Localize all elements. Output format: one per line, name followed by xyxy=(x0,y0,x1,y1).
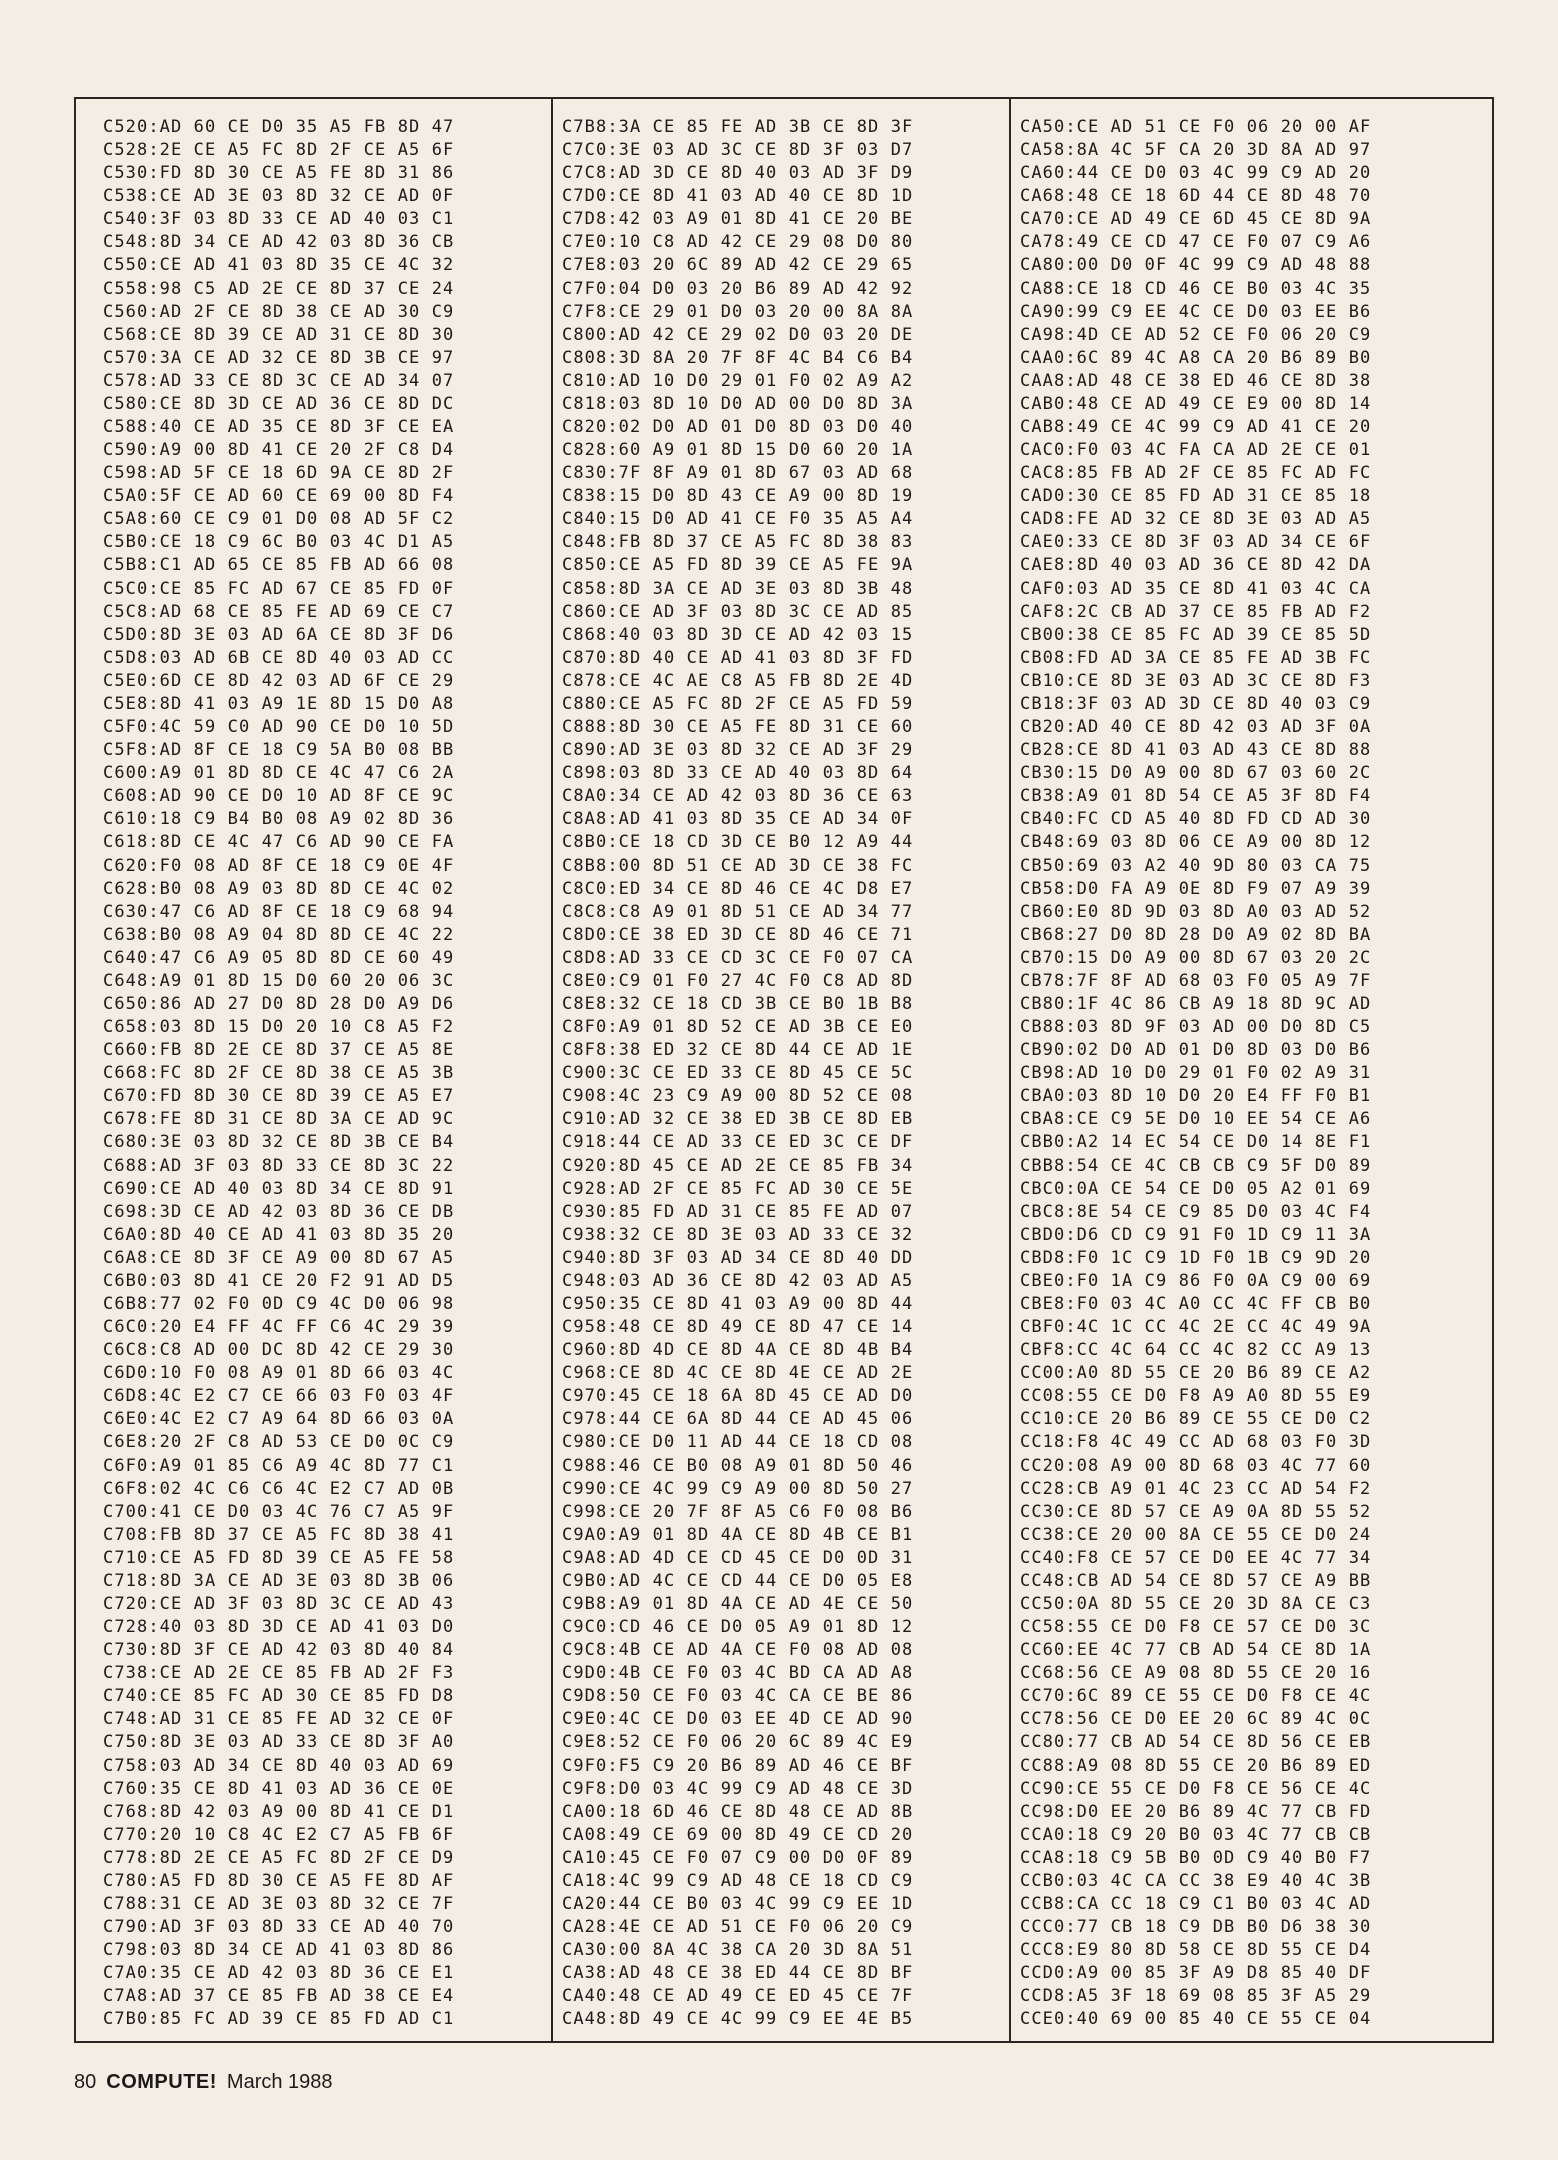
listing-line: C8A0:34 CE AD 42 03 8D 36 CE 63 xyxy=(562,786,914,807)
listing-line: CBD0:D6 CD C9 91 F0 1D C9 11 3A xyxy=(1020,1224,1372,1245)
listing-line: C580:CE 8D 3D CE AD 36 CE 8D DC xyxy=(103,393,455,414)
listing-line: CA00:18 6D 46 CE 8D 48 CE AD 8B xyxy=(562,1801,914,1822)
listing-line: C650:86 AD 27 D0 8D 28 D0 A9 D6 xyxy=(103,993,455,1014)
listing-line: C790:AD 3F 03 8D 33 CE AD 40 70 xyxy=(103,1917,455,1938)
listing-line: C620:F0 08 AD 8F CE 18 C9 0E 4F xyxy=(103,855,455,876)
listing-line: C658:03 8D 15 D0 20 10 C8 A5 F2 xyxy=(103,1017,455,1038)
listing-line: C548:8D 34 CE AD 42 03 8D 36 CB xyxy=(103,232,455,253)
listing-line: C5A0:5F CE AD 60 CE 69 00 8D F4 xyxy=(103,486,455,507)
listing-line: C570:3A CE AD 32 CE 8D 3B CE 97 xyxy=(103,347,455,368)
listing-line: C810:AD 10 D0 29 01 F0 02 A9 A2 xyxy=(562,370,914,391)
listing-line: C950:35 CE 8D 41 03 A9 00 8D 44 xyxy=(562,1293,914,1314)
listing-line: C568:CE 8D 39 CE AD 31 CE 8D 30 xyxy=(103,324,455,345)
listing-line: C660:FB 8D 2E CE 8D 37 CE A5 8E xyxy=(103,1040,455,1061)
listing-line: C928:AD 2F CE 85 FC AD 30 CE 5E xyxy=(562,1178,914,1199)
listing-line: C710:CE A5 FD 8D 39 CE A5 FE 58 xyxy=(103,1547,455,1568)
listing-line: C6B8:77 02 F0 0D C9 4C D0 06 98 xyxy=(103,1293,455,1314)
listing-line: CC40:F8 CE 57 CE D0 EE 4C 77 34 xyxy=(1020,1547,1372,1568)
listing-line: CAD8:FE AD 32 CE 8D 3E 03 AD A5 xyxy=(1020,509,1372,530)
listing-line: CA68:48 CE 18 6D 44 CE 8D 48 70 xyxy=(1020,186,1372,207)
listing-line: C988:46 CE B0 08 A9 01 8D 50 46 xyxy=(562,1455,914,1476)
listing-line: C9F8:D0 03 4C 99 C9 AD 48 CE 3D xyxy=(562,1778,914,1799)
listing-line: C9E8:52 CE F0 06 20 6C 89 4C E9 xyxy=(562,1732,914,1753)
listing-line: C5F0:4C 59 C0 AD 90 CE D0 10 5D xyxy=(103,717,455,738)
listing-line: CC08:55 CE D0 F8 A9 A0 8D 55 E9 xyxy=(1020,1386,1372,1407)
listing-line: C600:A9 01 8D 8D CE 4C 47 C6 2A xyxy=(103,763,455,784)
listing-line: C8E0:C9 01 F0 27 4C F0 C8 AD 8D xyxy=(562,970,914,991)
listing-line: C5D8:03 AD 6B CE 8D 40 03 AD CC xyxy=(103,647,455,668)
listing-line: C6E0:4C E2 C7 A9 64 8D 66 03 0A xyxy=(103,1409,455,1430)
listing-line: CBA0:03 8D 10 D0 20 E4 FF F0 B1 xyxy=(1020,1086,1372,1107)
listing-line: C788:31 CE AD 3E 03 8D 32 CE 7F xyxy=(103,1894,455,1915)
listing-line: C768:8D 42 03 A9 00 8D 41 CE D1 xyxy=(103,1801,455,1822)
listing-line: C680:3E 03 8D 32 CE 8D 3B CE B4 xyxy=(103,1132,455,1153)
listing-line: C9B8:A9 01 8D 4A CE AD 4E CE 50 xyxy=(562,1594,914,1614)
listing-line: CC28:CB A9 01 4C 23 CC AD 54 F2 xyxy=(1020,1478,1372,1499)
listing-line: CC80:77 CB AD 54 CE 8D 56 CE EB xyxy=(1020,1732,1372,1753)
listing-line: CAC0:F0 03 4C FA CA AD 2E CE 01 xyxy=(1020,440,1372,461)
listing-line: CC98:D0 EE 20 B6 89 4C 77 CB FD xyxy=(1020,1801,1372,1822)
listing-line: C770:20 10 C8 4C E2 C7 A5 FB 6F xyxy=(103,1824,455,1845)
listing-line: C5F8:AD 8F CE 18 C9 5A B0 08 BB xyxy=(103,740,455,761)
listing-line: C960:8D 4D CE 8D 4A CE 8D 4B B4 xyxy=(562,1340,914,1361)
listing-line: CC50:0A 8D 55 CE 20 3D 8A CE C3 xyxy=(1020,1594,1372,1614)
listing-line: C560:AD 2F CE 8D 38 CE AD 30 C9 xyxy=(103,301,455,322)
listing-line: C9A8:AD 4D CE CD 45 CE D0 0D 31 xyxy=(562,1547,914,1568)
listing-line: C728:40 03 8D 3D CE AD 41 03 D0 xyxy=(103,1617,455,1638)
listing-line: C780:A5 FD 8D 30 CE A5 FE 8D AF xyxy=(103,1870,455,1891)
listing-line: C5E8:8D 41 03 A9 1E 8D 15 D0 A8 xyxy=(103,693,455,714)
listing-line: C7D0:CE 8D 41 03 AD 40 CE 8D 1D xyxy=(562,186,914,207)
listing-line: C9F0:F5 C9 20 B6 89 AD 46 CE BF xyxy=(562,1755,914,1776)
listing-line: C608:AD 90 CE D0 10 AD 8F CE 9C xyxy=(103,786,455,807)
listing-line: CB70:15 D0 A9 00 8D 67 03 20 2C xyxy=(1020,947,1372,968)
listing-line: C7E8:03 20 6C 89 AD 42 CE 29 65 xyxy=(562,255,914,276)
listing-line: CCE0:40 69 00 85 40 CE 55 CE 04 xyxy=(1020,2009,1372,2028)
listing-line: CA18:4C 99 C9 AD 48 CE 18 CD C9 xyxy=(562,1870,914,1891)
listing-line: C9E0:4C CE D0 03 EE 4D CE AD 90 xyxy=(562,1709,914,1730)
listing-line: C5C0:CE 85 FC AD 67 CE 85 FD 0F xyxy=(103,578,455,599)
listing-line: C8E8:32 CE 18 CD 3B CE B0 1B B8 xyxy=(562,993,914,1014)
listing-line: C700:41 CE D0 03 4C 76 C7 A5 9F xyxy=(103,1501,455,1522)
listing-line: CB40:FC CD A5 40 8D FD CD AD 30 xyxy=(1020,809,1372,830)
listing-line: CC70:6C 89 CE 55 CE D0 F8 CE 4C xyxy=(1020,1686,1372,1707)
column-divider xyxy=(1009,99,1011,2041)
listing-line: CAD0:30 CE 85 FD AD 31 CE 85 18 xyxy=(1020,486,1372,507)
magazine-title: COMPUTE! xyxy=(106,2071,217,2093)
listing-line: CA90:99 C9 EE 4C CE D0 03 EE B6 xyxy=(1020,301,1372,322)
listing-line: C5C8:AD 68 CE 85 FE AD 69 CE C7 xyxy=(103,601,455,622)
listing-line: CAF8:2C CB AD 37 CE 85 FB AD F2 xyxy=(1020,601,1372,622)
listing-line: CAF0:03 AD 35 CE 8D 41 03 4C CA xyxy=(1020,578,1372,599)
listing-line: C8B0:CE 18 CD 3D CE B0 12 A9 44 xyxy=(562,832,914,853)
listing-line: C8C8:C8 A9 01 8D 51 CE AD 34 77 xyxy=(562,901,914,922)
listing-line: C990:CE 4C 99 C9 A9 00 8D 50 27 xyxy=(562,1478,914,1499)
listing-line: C818:03 8D 10 D0 AD 00 D0 8D 3A xyxy=(562,393,914,414)
listing-line: CB98:AD 10 D0 29 01 F0 02 A9 31 xyxy=(1020,1063,1372,1084)
listing-line: C668:FC 8D 2F CE 8D 38 CE A5 3B xyxy=(103,1063,455,1084)
listing-line: CA60:44 CE D0 03 4C 99 C9 AD 20 xyxy=(1020,163,1372,184)
listing-line: C980:CE D0 11 AD 44 CE 18 CD 08 xyxy=(562,1432,914,1453)
listing-line: C9D8:50 CE F0 03 4C CA CE BE 86 xyxy=(562,1686,914,1707)
listing-line: CC68:56 CE A9 08 8D 55 CE 20 16 xyxy=(1020,1663,1372,1684)
listing-line: C7F0:04 D0 03 20 B6 89 AD 42 92 xyxy=(562,278,914,299)
listing-line: C628:B0 08 A9 03 8D 8D CE 4C 02 xyxy=(103,878,455,899)
listing-line: C848:FB 8D 37 CE A5 FC 8D 38 83 xyxy=(562,532,914,553)
listing-line: CBE8:F0 03 4C A0 CC 4C FF CB B0 xyxy=(1020,1293,1372,1314)
listing-line: C528:2E CE A5 FC 8D 2F CE A5 6F xyxy=(103,140,455,161)
listing-line: CA10:45 CE F0 07 C9 00 D0 0F 89 xyxy=(562,1847,914,1868)
listing-line: C918:44 CE AD 33 CE ED 3C CE DF xyxy=(562,1132,914,1153)
listing-line: C7D8:42 03 A9 01 8D 41 CE 20 BE xyxy=(562,209,914,230)
listing-line: C8F0:A9 01 8D 52 CE AD 3B CE E0 xyxy=(562,1017,914,1038)
listing-line: C690:CE AD 40 03 8D 34 CE 8D 91 xyxy=(103,1178,455,1199)
listing-line: C5B0:CE 18 C9 6C B0 03 4C D1 A5 xyxy=(103,532,455,553)
listing-line: C850:CE A5 FD 8D 39 CE A5 FE 9A xyxy=(562,555,914,576)
listing-line: CC90:CE 55 CE D0 F8 CE 56 CE 4C xyxy=(1020,1778,1372,1799)
listing-line: CB50:69 03 A2 40 9D 80 03 CA 75 xyxy=(1020,855,1372,876)
listing-line: C8A8:AD 41 03 8D 35 CE AD 34 0F xyxy=(562,809,914,830)
listing-line: C940:8D 3F 03 AD 34 CE 8D 40 DD xyxy=(562,1247,914,1268)
listing-line: CCC8:E9 80 8D 58 CE 8D 55 CE D4 xyxy=(1020,1940,1372,1961)
listing-line: C738:CE AD 2E CE 85 FB AD 2F F3 xyxy=(103,1663,455,1684)
listing-line: C758:03 AD 34 CE 8D 40 03 AD 69 xyxy=(103,1755,455,1776)
listing-line: CC20:08 A9 00 8D 68 03 4C 77 60 xyxy=(1020,1455,1372,1476)
listing-line: C9D0:4B CE F0 03 4C BD CA AD A8 xyxy=(562,1663,914,1684)
listing-line: CB68:27 D0 8D 28 D0 A9 02 8D BA xyxy=(1020,924,1372,945)
listing-line: C7A0:35 CE AD 42 03 8D 36 CE E1 xyxy=(103,1963,455,1984)
listing-line: CB88:03 8D 9F 03 AD 00 D0 8D C5 xyxy=(1020,1017,1372,1038)
listing-line: C820:02 D0 AD 01 D0 8D 03 D0 40 xyxy=(562,417,914,438)
listing-line: CBD8:F0 1C C9 1D F0 1B C9 9D 20 xyxy=(1020,1247,1372,1268)
listing-frame xyxy=(74,97,1494,2043)
listing-line: C9C8:4B CE AD 4A CE F0 08 AD 08 xyxy=(562,1640,914,1661)
listing-line: CBF0:4C 1C CC 4C 2E CC 4C 49 9A xyxy=(1020,1317,1372,1338)
listing-line: CC58:55 CE D0 F8 CE 57 CE D0 3C xyxy=(1020,1617,1372,1638)
listing-line: C968:CE 8D 4C CE 8D 4E CE AD 2E xyxy=(562,1363,914,1384)
listing-line: CCD0:A9 00 85 3F A9 D8 85 40 DF xyxy=(1020,1963,1372,1984)
listing-line: CA40:48 CE AD 49 CE ED 45 CE 7F xyxy=(562,1986,914,2007)
listing-line: CA28:4E CE AD 51 CE F0 06 20 C9 xyxy=(562,1917,914,1938)
listing-line: CC30:CE 8D 57 CE A9 0A 8D 55 52 xyxy=(1020,1501,1372,1522)
listing-line: C6C0:20 E4 FF 4C FF C6 4C 29 39 xyxy=(103,1317,455,1338)
listing-line: C730:8D 3F CE AD 42 03 8D 40 84 xyxy=(103,1640,455,1661)
listing-line: CA70:CE AD 49 CE 6D 45 CE 8D 9A xyxy=(1020,209,1372,230)
listing-line: CA48:8D 49 CE 4C 99 C9 EE 4E B5 xyxy=(562,2009,914,2028)
listing-line: CAE0:33 CE 8D 3F 03 AD 34 CE 6F xyxy=(1020,532,1372,553)
listing-line: C630:47 C6 AD 8F CE 18 C9 68 94 xyxy=(103,901,455,922)
listing-line: CB58:D0 FA A9 0E 8D F9 07 A9 39 xyxy=(1020,878,1372,899)
listing-column-2 xyxy=(562,116,1000,2028)
listing-line: CAC8:85 FB AD 2F CE 85 FC AD FC xyxy=(1020,463,1372,484)
listing-line: C6F8:02 4C C6 C6 4C E2 C7 AD 0B xyxy=(103,1478,455,1499)
listing-line: C7C8:AD 3D CE 8D 40 03 AD 3F D9 xyxy=(562,163,914,184)
listing-line: C870:8D 40 CE AD 41 03 8D 3F FD xyxy=(562,647,914,668)
listing-line: CB60:E0 8D 9D 03 8D A0 03 AD 52 xyxy=(1020,901,1372,922)
listing-line: C588:40 CE AD 35 CE 8D 3F CE EA xyxy=(103,417,455,438)
listing-line: C7B8:3A CE 85 FE AD 3B CE 8D 3F xyxy=(562,117,914,137)
listing-line: CC60:EE 4C 77 CB AD 54 CE 8D 1A xyxy=(1020,1640,1372,1661)
listing-line: C920:8D 45 CE AD 2E CE 85 FB 34 xyxy=(562,1155,914,1176)
listing-line: C9B0:AD 4C CE CD 44 CE D0 05 E8 xyxy=(562,1570,914,1591)
listing-line: CAB8:49 CE 4C 99 C9 AD 41 CE 20 xyxy=(1020,417,1372,438)
listing-line: C578:AD 33 CE 8D 3C CE AD 34 07 xyxy=(103,370,455,391)
listing-line: CBB8:54 CE 4C CB CB C9 5F D0 89 xyxy=(1020,1155,1372,1176)
listing-line: CA80:00 D0 0F 4C 99 C9 AD 48 88 xyxy=(1020,255,1372,276)
listing-line: C840:15 D0 AD 41 CE F0 35 A5 A4 xyxy=(562,509,914,530)
listing-line: CAE8:8D 40 03 AD 36 CE 8D 42 DA xyxy=(1020,555,1372,576)
listing-line: CB08:FD AD 3A CE 85 FE AD 3B FC xyxy=(1020,647,1372,668)
listing-line: CA30:00 8A 4C 38 CA 20 3D 8A 51 xyxy=(562,1940,914,1961)
listing-line: C5D0:8D 3E 03 AD 6A CE 8D 3F D6 xyxy=(103,624,455,645)
listing-line: C648:A9 01 8D 15 D0 60 20 06 3C xyxy=(103,970,455,991)
listing-line: C828:60 A9 01 8D 15 D0 60 20 1A xyxy=(562,440,914,461)
listing-line: C938:32 CE 8D 3E 03 AD 33 CE 32 xyxy=(562,1224,914,1245)
listing-line: C8D8:AD 33 CE CD 3C CE F0 07 CA xyxy=(562,947,914,968)
listing-line: C530:FD 8D 30 CE A5 FE 8D 31 86 xyxy=(103,163,455,184)
listing-line: CCC0:77 CB 18 C9 DB B0 D6 38 30 xyxy=(1020,1917,1372,1938)
listing-line: C7E0:10 C8 AD 42 CE 29 08 D0 80 xyxy=(562,232,914,253)
listing-line: C8F8:38 ED 32 CE 8D 44 CE AD 1E xyxy=(562,1040,914,1061)
listing-line: C6E8:20 2F C8 AD 53 CE D0 0C C9 xyxy=(103,1432,455,1453)
listing-line: CBC0:0A CE 54 CE D0 05 A2 01 69 xyxy=(1020,1178,1372,1199)
listing-line: C930:85 FD AD 31 CE 85 FE AD 07 xyxy=(562,1201,914,1222)
listing-line: CCB8:CA CC 18 C9 C1 B0 03 4C AD xyxy=(1020,1894,1372,1915)
listing-line: C8D0:CE 38 ED 3D CE 8D 46 CE 71 xyxy=(562,924,914,945)
listing-line: CA78:49 CE CD 47 CE F0 07 C9 A6 xyxy=(1020,232,1372,253)
page-number: 80 xyxy=(74,2071,97,2093)
listing-line: CA88:CE 18 CD 46 CE B0 03 4C 35 xyxy=(1020,278,1372,299)
listing-line: C6B0:03 8D 41 CE 20 F2 91 AD D5 xyxy=(103,1270,455,1291)
listing-line: C740:CE 85 FC AD 30 CE 85 FD D8 xyxy=(103,1686,455,1707)
listing-line: C538:CE AD 3E 03 8D 32 CE AD 0F xyxy=(103,186,455,207)
listing-line: CBF8:CC 4C 64 CC 4C 82 CC A9 13 xyxy=(1020,1340,1372,1361)
listing-line: CC48:CB AD 54 CE 8D 57 CE A9 BB xyxy=(1020,1570,1372,1591)
listing-line: C7C0:3E 03 AD 3C CE 8D 3F 03 D7 xyxy=(562,140,914,161)
listing-line: CA98:4D CE AD 52 CE F0 06 20 C9 xyxy=(1020,324,1372,345)
listing-line: C640:47 C6 A9 05 8D 8D CE 60 49 xyxy=(103,947,455,968)
listing-line: CBE0:F0 1A C9 86 F0 0A C9 00 69 xyxy=(1020,1270,1372,1291)
listing-line: C9A0:A9 01 8D 4A CE 8D 4B CE B1 xyxy=(562,1524,914,1545)
issue-date: March 1988 xyxy=(226,2071,333,2093)
listing-line: C7B0:85 FC AD 39 CE 85 FD AD C1 xyxy=(103,2009,455,2028)
listing-line: CCA8:18 C9 5B B0 0D C9 40 B0 F7 xyxy=(1020,1847,1372,1868)
listing-line: CAB0:48 CE AD 49 CE E9 00 8D 14 xyxy=(1020,393,1372,414)
listing-line: CA50:CE AD 51 CE F0 06 20 00 AF xyxy=(1020,117,1372,137)
listing-line: CB30:15 D0 A9 00 8D 67 03 60 2C xyxy=(1020,763,1372,784)
listing-line: CB18:3F 03 AD 3D CE 8D 40 03 C9 xyxy=(1020,693,1372,714)
listing-line: C618:8D CE 4C 47 C6 AD 90 CE FA xyxy=(103,832,455,853)
listing-line: C998:CE 20 7F 8F A5 C6 F0 08 B6 xyxy=(562,1501,914,1522)
listing-line: C678:FE 8D 31 CE 8D 3A CE AD 9C xyxy=(103,1109,455,1130)
listing-line: CBA8:CE C9 5E D0 10 EE 54 CE A6 xyxy=(1020,1109,1372,1130)
listing-line: C888:8D 30 CE A5 FE 8D 31 CE 60 xyxy=(562,717,914,738)
listing-line: C900:3C CE ED 33 CE 8D 45 CE 5C xyxy=(562,1063,914,1084)
listing-line: C558:98 C5 AD 2E CE 8D 37 CE 24 xyxy=(103,278,455,299)
listing-line: C868:40 03 8D 3D CE AD 42 03 15 xyxy=(562,624,914,645)
listing-line: CC00:A0 8D 55 CE 20 B6 89 CE A2 xyxy=(1020,1363,1372,1384)
listing-line: C598:AD 5F CE 18 6D 9A CE 8D 2F xyxy=(103,463,455,484)
listing-line: C590:A9 00 8D 41 CE 20 2F C8 D4 xyxy=(103,440,455,461)
listing-line: C6C8:C8 AD 00 DC 8D 42 CE 29 30 xyxy=(103,1340,455,1361)
listing-line: C808:3D 8A 20 7F 8F 4C B4 C6 B4 xyxy=(562,347,914,368)
listing-line: C7A8:AD 37 CE 85 FB AD 38 CE E4 xyxy=(103,1986,455,2007)
listing-line: C748:AD 31 CE 85 FE AD 32 CE 0F xyxy=(103,1709,455,1730)
listing-line: CB10:CE 8D 3E 03 AD 3C CE 8D F3 xyxy=(1020,670,1372,691)
listing-line: C898:03 8D 33 CE AD 40 03 8D 64 xyxy=(562,763,914,784)
listing-line: C948:03 AD 36 CE 8D 42 03 AD A5 xyxy=(562,1270,914,1291)
listing-line: C778:8D 2E CE A5 FC 8D 2F CE D9 xyxy=(103,1847,455,1868)
listing-line: C890:AD 3E 03 8D 32 CE AD 3F 29 xyxy=(562,740,914,761)
listing-line: C550:CE AD 41 03 8D 35 CE 4C 32 xyxy=(103,255,455,276)
listing-line: CB28:CE 8D 41 03 AD 43 CE 8D 88 xyxy=(1020,740,1372,761)
listing-line: CCB0:03 4C CA CC 38 E9 40 4C 3B xyxy=(1020,1870,1372,1891)
listing-line: C7F8:CE 29 01 D0 03 20 00 8A 8A xyxy=(562,301,914,322)
listing-line: CB78:7F 8F AD 68 03 F0 05 A9 7F xyxy=(1020,970,1372,991)
listing-column-1 xyxy=(103,116,541,2028)
listing-line: C9C0:CD 46 CE D0 05 A9 01 8D 12 xyxy=(562,1617,914,1638)
listing-line: C5E0:6D CE 8D 42 03 AD 6F CE 29 xyxy=(103,670,455,691)
listing-line: C720:CE AD 3F 03 8D 3C CE AD 43 xyxy=(103,1594,455,1614)
listing-line: CBB0:A2 14 EC 54 CE D0 14 8E F1 xyxy=(1020,1132,1372,1153)
listing-line: C958:48 CE 8D 49 CE 8D 47 CE 14 xyxy=(562,1317,914,1338)
listing-line: C638:B0 08 A9 04 8D 8D CE 4C 22 xyxy=(103,924,455,945)
listing-line: C838:15 D0 8D 43 CE A9 00 8D 19 xyxy=(562,486,914,507)
listing-line: C860:CE AD 3F 03 8D 3C CE AD 85 xyxy=(562,601,914,622)
listing-line: C878:CE 4C AE C8 A5 FB 8D 2E 4D xyxy=(562,670,914,691)
listing-line: C6A8:CE 8D 3F CE A9 00 8D 67 A5 xyxy=(103,1247,455,1268)
listing-line: CBC8:8E 54 CE C9 85 D0 03 4C F4 xyxy=(1020,1201,1372,1222)
listing-line: CC10:CE 20 B6 89 CE 55 CE D0 C2 xyxy=(1020,1409,1372,1430)
listing-line: C750:8D 3E 03 AD 33 CE 8D 3F A0 xyxy=(103,1732,455,1753)
column-divider xyxy=(551,99,553,2041)
listing-line: C540:3F 03 8D 33 CE AD 40 03 C1 xyxy=(103,209,455,230)
listing-line: C760:35 CE 8D 41 03 AD 36 CE 0E xyxy=(103,1778,455,1799)
listing-line: C6D0:10 F0 08 A9 01 8D 66 03 4C xyxy=(103,1363,455,1384)
listing-line: CC18:F8 4C 49 CC AD 68 03 F0 3D xyxy=(1020,1432,1372,1453)
listing-line: CAA8:AD 48 CE 38 ED 46 CE 8D 38 xyxy=(1020,370,1372,391)
listing-line: C910:AD 32 CE 38 ED 3B CE 8D EB xyxy=(562,1109,914,1130)
listing-line: C698:3D CE AD 42 03 8D 36 CE DB xyxy=(103,1201,455,1222)
listing-line: CCD8:A5 3F 18 69 08 85 3F A5 29 xyxy=(1020,1986,1372,2007)
listing-line: C970:45 CE 18 6A 8D 45 CE AD D0 xyxy=(562,1386,914,1407)
listing-line: C880:CE A5 FC 8D 2F CE A5 FD 59 xyxy=(562,693,914,714)
listing-line: CCA0:18 C9 20 B0 03 4C 77 CB CB xyxy=(1020,1824,1372,1845)
listing-line: CC78:56 CE D0 EE 20 6C 89 4C 0C xyxy=(1020,1709,1372,1730)
listing-line: CB48:69 03 8D 06 CE A9 00 8D 12 xyxy=(1020,832,1372,853)
listing-line: C908:4C 23 C9 A9 00 8D 52 CE 08 xyxy=(562,1086,914,1107)
listing-line: CC38:CE 20 00 8A CE 55 CE D0 24 xyxy=(1020,1524,1372,1545)
listing-line: C5B8:C1 AD 65 CE 85 FB AD 66 08 xyxy=(103,555,455,576)
listing-line: C830:7F 8F A9 01 8D 67 03 AD 68 xyxy=(562,463,914,484)
listing-line: CA58:8A 4C 5F CA 20 3D 8A AD 97 xyxy=(1020,140,1372,161)
listing-line: CB90:02 D0 AD 01 D0 8D 03 D0 B6 xyxy=(1020,1040,1372,1061)
listing-line: C670:FD 8D 30 CE 8D 39 CE A5 E7 xyxy=(103,1086,455,1107)
listing-line: CB00:38 CE 85 FC AD 39 CE 85 5D xyxy=(1020,624,1372,645)
listing-line: CC88:A9 08 8D 55 CE 20 B6 89 ED xyxy=(1020,1755,1372,1776)
listing-line: C6A0:8D 40 CE AD 41 03 8D 35 20 xyxy=(103,1224,455,1245)
listing-line: CB38:A9 01 8D 54 CE A5 3F 8D F4 xyxy=(1020,786,1372,807)
listing-line: CA08:49 CE 69 00 8D 49 CE CD 20 xyxy=(562,1824,914,1845)
listing-line: C708:FB 8D 37 CE A5 FC 8D 38 41 xyxy=(103,1524,455,1545)
listing-line: C858:8D 3A CE AD 3E 03 8D 3B 48 xyxy=(562,578,914,599)
page-footer xyxy=(74,2071,333,2107)
listing-line: CAA0:6C 89 4C A8 CA 20 B6 89 B0 xyxy=(1020,347,1372,368)
listing-line: C5A8:60 CE C9 01 D0 08 AD 5F C2 xyxy=(103,509,455,530)
listing-line: C610:18 C9 B4 B0 08 A9 02 8D 36 xyxy=(103,809,455,830)
listing-column-3 xyxy=(1020,116,1458,2028)
listing-line: C978:44 CE 6A 8D 44 CE AD 45 06 xyxy=(562,1409,914,1430)
listing-line: C800:AD 42 CE 29 02 D0 03 20 DE xyxy=(562,324,914,345)
listing-line: C520:AD 60 CE D0 35 A5 FB 8D 47 xyxy=(103,117,455,137)
listing-line: C688:AD 3F 03 8D 33 CE 8D 3C 22 xyxy=(103,1155,455,1176)
listing-line: CB80:1F 4C 86 CB A9 18 8D 9C AD xyxy=(1020,993,1372,1014)
listing-line: CB20:AD 40 CE 8D 42 03 AD 3F 0A xyxy=(1020,717,1372,738)
listing-line: C6D8:4C E2 C7 CE 66 03 F0 03 4F xyxy=(103,1386,455,1407)
listing-line: CA38:AD 48 CE 38 ED 44 CE 8D BF xyxy=(562,1963,914,1984)
listing-line: C718:8D 3A CE AD 3E 03 8D 3B 06 xyxy=(103,1570,455,1591)
listing-line: C8C0:ED 34 CE 8D 46 CE 4C D8 E7 xyxy=(562,878,914,899)
listing-line: C8B8:00 8D 51 CE AD 3D CE 38 FC xyxy=(562,855,914,876)
listing-line: C6F0:A9 01 85 C6 A9 4C 8D 77 C1 xyxy=(103,1455,455,1476)
listing-line: C798:03 8D 34 CE AD 41 03 8D 86 xyxy=(103,1940,455,1961)
listing-line: CA20:44 CE B0 03 4C 99 C9 EE 1D xyxy=(562,1894,914,1915)
